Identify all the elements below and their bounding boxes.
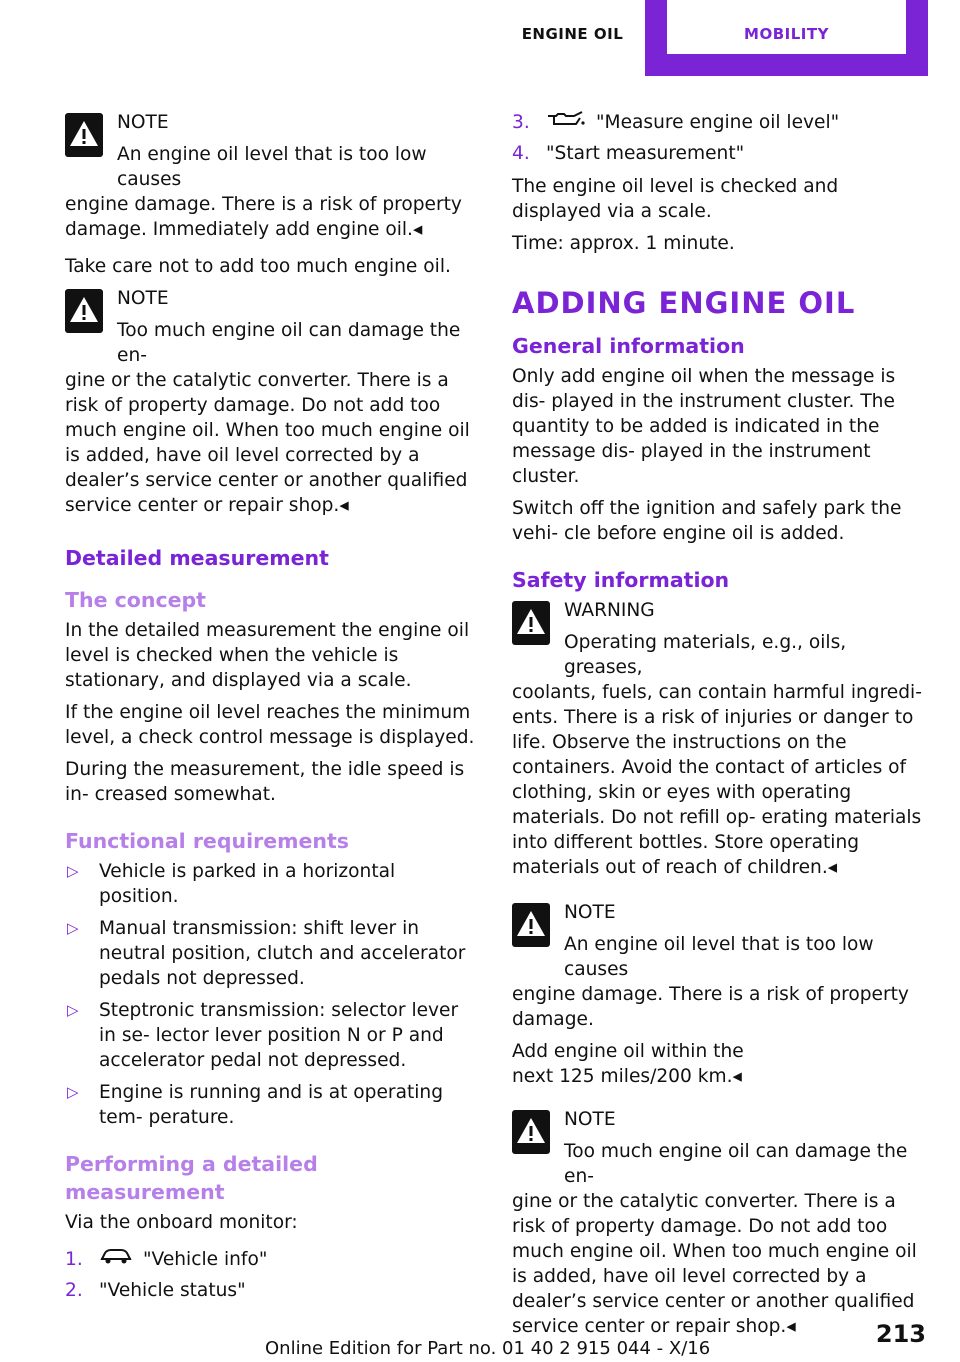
paragraph: Take care not to add too much engine oil. [65, 256, 451, 277]
step-text: "Start measurement" [546, 143, 745, 164]
warning-triangle-icon [65, 289, 103, 333]
right-column [512, 110, 928, 1351]
warning-triangle-icon [65, 113, 103, 157]
heading-performing-measurement: Performing a detailed measurement [65, 1152, 318, 1204]
note-title: NOTE [564, 902, 616, 923]
header-tab-label: MOBILITY [667, 0, 906, 54]
step-number: 4. [512, 143, 530, 164]
header-tab [645, 0, 928, 76]
note-box [512, 1107, 928, 1339]
note-text-first: An engine oil level that is too low causes [564, 934, 874, 980]
note-text-first: Too much engine oil can damage the en‐ [117, 320, 461, 366]
note-text: Add engine oil within the next 125 miles/200 km.◂ [512, 1041, 744, 1087]
triangle-bullet-icon: ▷ [67, 1083, 79, 1101]
list-item: ▷ Engine is running and is at operating tem‐ perature. [67, 1082, 444, 1128]
warning-triangle-icon [512, 903, 550, 947]
paragraph: Time: approx. 1 minute. [512, 233, 735, 254]
step-text: "Vehicle status" [99, 1280, 246, 1301]
triangle-bullet-icon: ▷ [67, 862, 79, 880]
paragraph: Only add engine oil when the message is dis‐ played in the instrument cluster. The quantity to be added is indicated in the message dis‐ played in the instrument cluster. [512, 366, 896, 487]
page-number: 213 [875, 1320, 926, 1348]
note-text: engine damage. There is a risk of property damage. [512, 984, 909, 1030]
oil-can-icon [546, 110, 586, 135]
step-item [512, 110, 928, 135]
note-text: engine damage. There is a risk of property damage. Immediately add engine oil.◂ [65, 194, 462, 240]
left-column [65, 110, 480, 1311]
step-text: "Vehicle info" [143, 1249, 268, 1270]
step-item [65, 1278, 480, 1303]
paragraph: Via the onboard monitor: [65, 1212, 298, 1233]
steps-list [512, 110, 928, 166]
note-title: NOTE [117, 288, 169, 309]
paragraph: In the detailed measurement the engine oil level is checked when the vehicle is stationary, and displayed via a scale. [65, 620, 470, 691]
list-item: ▷ Steptronic transmission: selector lever in se‐ lector lever position N or P and accelerator pedal not depressed. [67, 1000, 459, 1071]
note-text: gine or the catalytic converter. There is a risk of property damage. Do not add too much engine oil. When too much engine oil is added, have oil level corrected by a dealer’s service center or another qualified service center or repair shop.◂ [65, 370, 470, 516]
warning-text-first: Operating materials, e.g., oils, greases, [564, 632, 847, 678]
footer [0, 1322, 960, 1362]
triangle-bullet-icon: ▷ [67, 919, 79, 937]
step-number: 3. [512, 112, 530, 133]
note-title: NOTE [564, 1109, 616, 1130]
paragraph: The engine oil level is checked and displayed via a scale. [512, 176, 839, 222]
heading-concept: The concept [65, 588, 206, 612]
heading-adding-engine-oil: ADDING ENGINE OIL [512, 286, 856, 320]
heading-functional-requirements: Functional requirements [65, 829, 350, 853]
paragraph: If the engine oil level reaches the minimum level, a check control message is displayed. [65, 702, 475, 748]
steps-list [65, 1247, 480, 1303]
note-text-first: Too much engine oil can damage the en‐ [564, 1141, 908, 1187]
paragraph: During the measurement, the idle speed is in‐ creased somewhat. [65, 759, 465, 805]
header-section-title: ENGINE OIL [521, 25, 624, 43]
note-box [65, 286, 480, 518]
triangle-bullet-icon: ▷ [67, 1001, 79, 1019]
list-item: ▷ Vehicle is parked in a horizontal position. [67, 861, 396, 907]
step-text: "Measure engine oil level" [596, 112, 840, 133]
step-item [512, 141, 928, 166]
heading-detailed-measurement: Detailed measurement [65, 546, 329, 570]
note-title: NOTE [117, 112, 169, 133]
note-box [512, 900, 928, 1089]
warning-box [512, 598, 928, 880]
step-number: 2. [65, 1280, 83, 1301]
heading-general-information: General information [512, 334, 745, 358]
paragraph: Switch off the ignition and safely park the vehi‐ cle before engine oil is added. [512, 498, 902, 544]
list-item: ▷ Manual transmission: shift lever in neutral position, clutch and accelerator pedals not depressed. [67, 918, 466, 989]
warning-triangle-icon [512, 1110, 550, 1154]
warning-triangle-icon [512, 601, 550, 645]
note-text: gine or the catalytic converter. There is a risk of property damage. Do not add too much engine oil. When too much engine oil is added, have oil level corrected by a dealer’s service center or another qualified service center or repair shop.◂ [512, 1191, 917, 1337]
heading-safety-information: Safety information [512, 568, 730, 592]
step-number: 1. [65, 1249, 83, 1270]
note-box [65, 110, 480, 242]
warning-title: WARNING [564, 600, 655, 621]
note-text-first: An engine oil level that is too low causes [117, 144, 427, 190]
warning-text: coolants, fuels, can contain harmful ingredi‐ ents. There is a risk of injuries or danger to life. Observe the instructions on the containers. Avoid the contact of articles of clothing, skin or eyes with operating materials. Do not refill op‐ erating materials into different bottles. Store operating materials out of reach of children.◂ [512, 682, 922, 878]
footer-edition: Online Edition for Part no. 01 40 2 915 044 - X/16 [265, 1338, 711, 1359]
car-icon [99, 1247, 133, 1272]
requirements-list [65, 859, 480, 1130]
step-item [65, 1247, 480, 1272]
